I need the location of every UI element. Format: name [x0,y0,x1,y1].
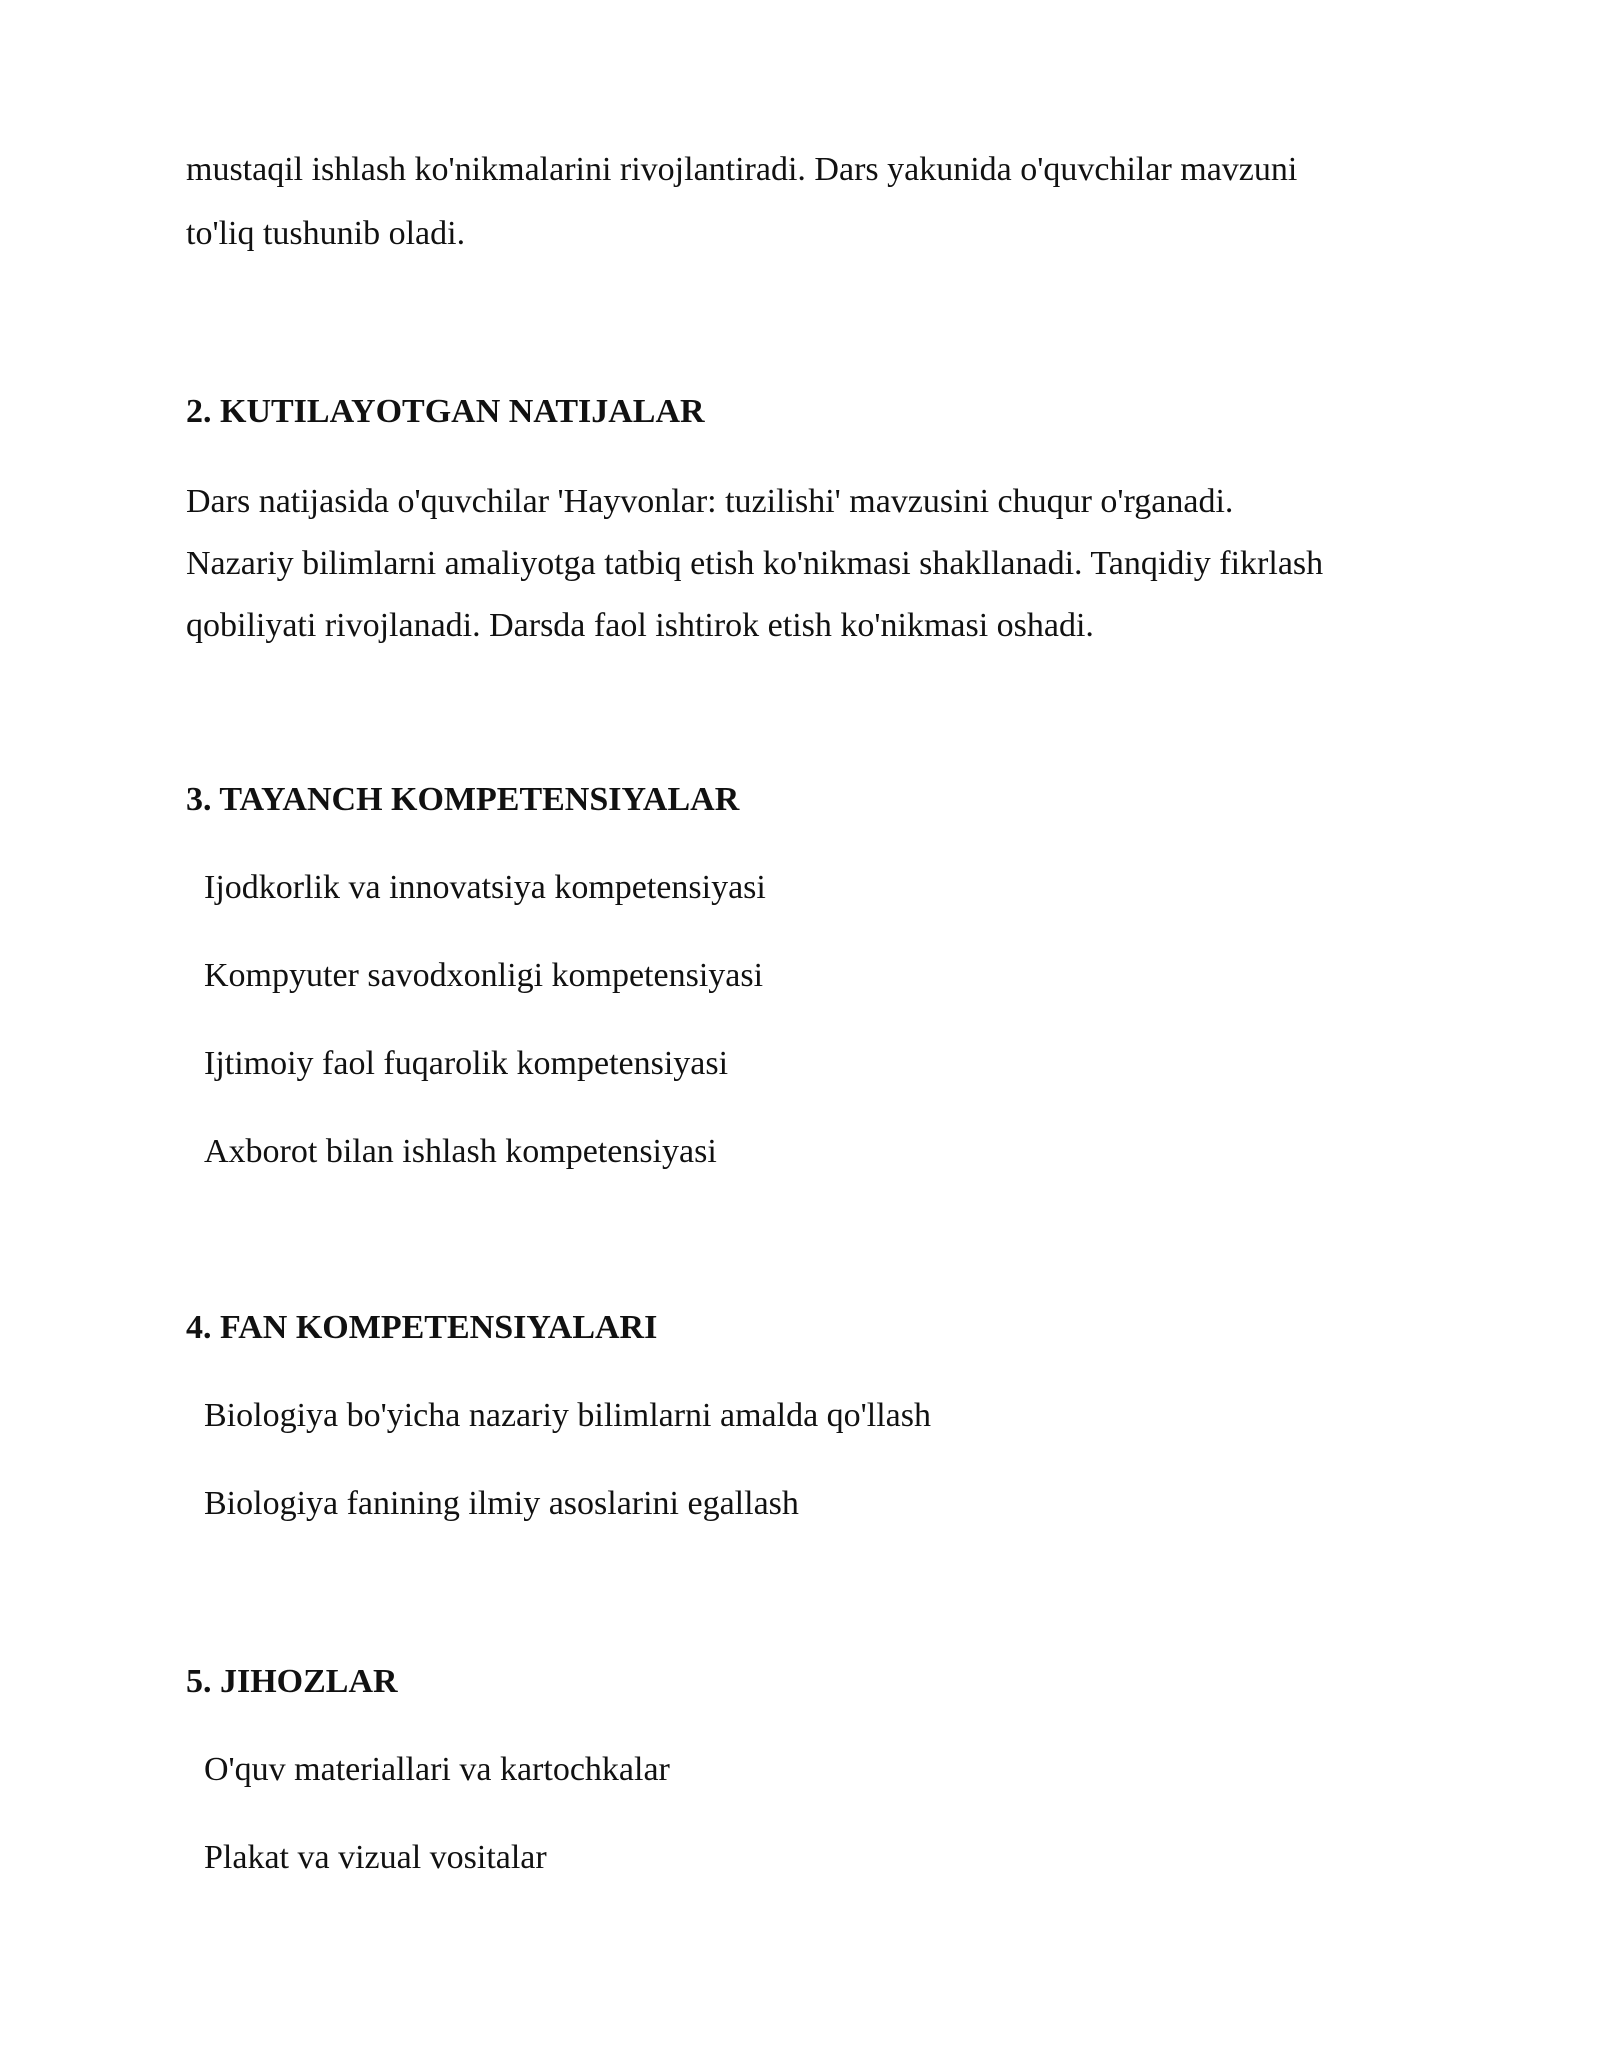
list-item: Kompyuter savodxonligi kompetensiyasi [204,957,764,994]
list-item: Ijtimoiy faol fuqarolik kompetensiyasi [204,1045,729,1082]
list-item: Axborot bilan ishlash kompetensiyasi [204,1133,717,1170]
section-heading-kutilayotgan-natijalar: 2. KUTILAYOTGAN NATIJALAR [186,393,705,430]
section-heading-jihozlar: 5. JIHOZLAR [186,1663,398,1700]
list-item: Biologiya fanining ilmiy asoslarini egallash [204,1485,799,1522]
results-line-3: qobiliyati rivojlanadi. Darsda faol ishtirok etish ko'nikmasi oshadi. [186,607,1094,644]
results-line-2: Nazariy bilimlarni amaliyotga tatbiq etish ko'nikmasi shakllanadi. Tanqidiy fikrlash [186,545,1324,582]
section-heading-fan-kompetensiyalari: 4. FAN KOMPETENSIYALARI [186,1309,658,1346]
intro-line-2: to'liq tushunib oladi. [186,215,466,252]
section-heading-tayanch-kompetensiyalar: 3. TAYANCH KOMPETENSIYALAR [186,781,740,818]
list-item: Ijodkorlik va innovatsiya kompetensiyasi [204,869,766,906]
list-item: O'quv materiallari va kartochkalar [204,1751,670,1788]
list-item: Plakat va vizual vositalar [204,1839,547,1876]
intro-line-1: mustaqil ishlash ko'nikmalarini rivojlantiradi. Dars yakunida o'quvchilar mavzuni [186,151,1298,188]
results-line-1: Dars natijasida o'quvchilar 'Hayvonlar: tuzilishi' mavzusini chuqur o'rganadi. [186,483,1234,520]
list-item: Biologiya bo'yicha nazariy bilimlarni amalda qo'llash [204,1397,931,1434]
